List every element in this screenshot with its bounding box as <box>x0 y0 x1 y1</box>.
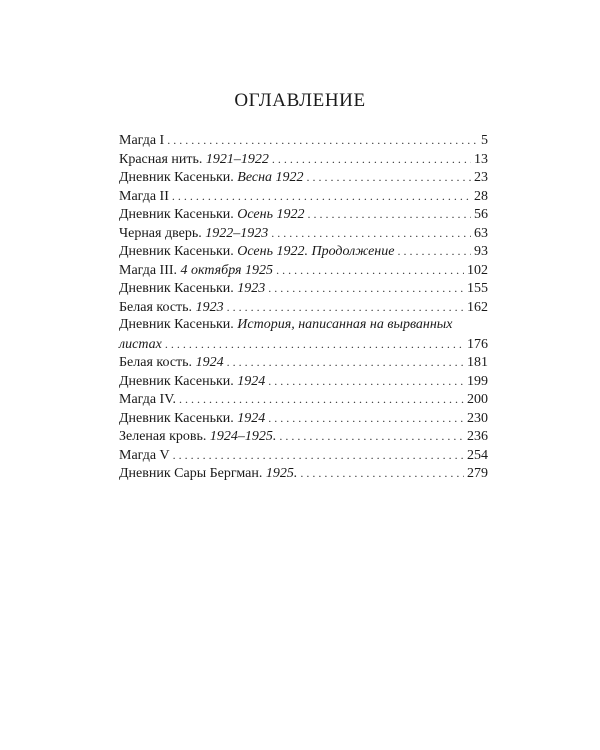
dot-leader <box>279 427 464 446</box>
toc-page-number: 176 <box>467 336 488 352</box>
toc-entry <box>119 427 488 446</box>
dot-leader <box>179 390 464 409</box>
dot-leader <box>268 409 464 428</box>
toc-entry <box>119 464 488 483</box>
toc-entry-subtitle: История, написанная на вырванных <box>237 317 453 332</box>
toc-entry-label: Дневник Касеньки. <box>119 207 238 222</box>
toc-entry-title <box>119 316 453 335</box>
toc-page-number: 162 <box>467 299 488 315</box>
toc-page-number: 200 <box>467 392 488 407</box>
toc-entry-subtitle: 1923 <box>195 299 224 315</box>
toc-entry-title <box>119 391 176 410</box>
toc-entry <box>119 316 488 335</box>
toc-entry <box>119 372 488 391</box>
toc-entry-subtitle: Весна 1922 <box>237 170 304 185</box>
toc-entry-title <box>119 299 224 318</box>
toc-entry-label: Дневник Касеньки. <box>119 244 238 259</box>
dot-leader <box>397 242 471 261</box>
toc-entry-label: Магда II <box>119 188 169 204</box>
toc-entry-label: Дневник Касеньки. <box>119 410 238 426</box>
toc-entry-continuation <box>119 335 488 354</box>
dot-leader <box>272 150 471 169</box>
toc-entry-title <box>119 410 265 429</box>
toc-entry-subtitle: 1924 <box>237 410 266 426</box>
dot-leader <box>307 168 471 187</box>
toc-entry-label: Магда V <box>119 447 170 463</box>
toc-page-number: 93 <box>474 244 488 259</box>
toc-page-number: 23 <box>474 170 488 185</box>
toc-entry-label: Магда III. <box>119 262 181 278</box>
dot-leader <box>172 187 471 206</box>
toc-entry-title <box>119 354 224 373</box>
toc-page-number: 56 <box>474 207 488 222</box>
toc-page-number: 181 <box>467 355 488 370</box>
toc-entry <box>119 298 488 317</box>
dot-leader <box>307 205 471 224</box>
toc-entry-title <box>119 280 265 299</box>
toc-entry-subtitle-cont: листах <box>119 336 162 352</box>
toc-entry-label: Дневник Касеньки. <box>119 373 238 389</box>
toc-page-number: 28 <box>474 188 488 204</box>
toc-entry-subtitle: Осень 1922 <box>237 207 305 222</box>
dot-leader <box>271 224 471 243</box>
toc-entry-label: Дневник Сары Бергман. <box>119 466 266 481</box>
toc-entry <box>119 409 488 428</box>
toc-page-number: 254 <box>467 447 488 463</box>
toc-entry-label: Зеленая кровь. <box>119 429 210 444</box>
toc-entry <box>119 205 488 224</box>
toc-entry-label: Белая кость. <box>119 355 196 370</box>
toc-entry <box>119 279 488 298</box>
toc-entry-subtitle: 1924 <box>237 373 266 389</box>
toc-entry <box>119 261 488 280</box>
toc-entry-title <box>119 373 265 392</box>
toc-entry <box>119 242 488 261</box>
toc-entry-title <box>119 188 169 207</box>
toc-page-number: 199 <box>467 373 488 389</box>
toc-page-number: 279 <box>467 466 488 481</box>
toc-entry <box>119 446 488 465</box>
toc-entry <box>119 168 488 187</box>
toc-entry-title <box>119 151 269 170</box>
dot-leader <box>227 353 464 372</box>
toc-entry-title <box>119 465 297 484</box>
toc-entry-title <box>119 428 276 447</box>
toc-entry-title <box>119 169 304 188</box>
toc-entry-label: Магда IV. <box>119 392 177 407</box>
toc-entry-label: Белая кость. <box>119 299 196 315</box>
toc-entry-label: Черная дверь. <box>119 225 206 241</box>
toc-entry-label: Дневник Касеньки. <box>119 170 238 185</box>
toc-entry <box>119 353 488 372</box>
toc-list <box>119 131 488 483</box>
toc-page-number: 236 <box>467 429 488 444</box>
toc-page-number: 5 <box>481 133 488 148</box>
toc-entry <box>119 390 488 409</box>
dot-leader <box>268 279 464 298</box>
toc-entry <box>119 150 488 169</box>
toc-entry-label: Дневник Касеньки. <box>119 317 238 332</box>
toc-entry-label: Магда I <box>119 133 165 148</box>
toc-entry-subtitle: 1923 <box>237 281 266 296</box>
toc-entry-title <box>119 225 268 244</box>
toc-entry <box>119 131 488 150</box>
toc-entry-label: Красная нить. <box>119 151 206 167</box>
toc-page-number: 230 <box>467 410 488 426</box>
toc-entry-subtitle: 1922–1923 <box>205 225 269 241</box>
toc-page-number: 155 <box>467 281 488 296</box>
dot-leader <box>300 464 464 483</box>
toc-page-number: 102 <box>467 262 488 278</box>
page-title: ОГЛАВЛЕНИЕ <box>234 90 366 111</box>
toc-entry-title <box>119 132 164 151</box>
toc-entry-subtitle: 1925. <box>265 466 298 481</box>
dot-leader <box>268 372 464 391</box>
dot-leader <box>165 335 464 354</box>
toc-entry-title <box>119 262 273 281</box>
dot-leader <box>173 446 464 465</box>
dot-leader <box>167 131 478 150</box>
toc-entry-label: Дневник Касеньки. <box>119 281 238 296</box>
toc-entry <box>119 187 488 206</box>
toc-entry-subtitle: 1921–1922 <box>205 151 269 167</box>
dot-leader <box>227 298 464 317</box>
toc-page-number: 63 <box>474 225 488 241</box>
toc-entry <box>119 224 488 243</box>
toc-entry-title <box>119 206 304 225</box>
toc-page-number: 13 <box>474 151 488 167</box>
dot-leader <box>276 261 464 280</box>
toc-entry-subtitle: Осень 1922. Продолжение <box>237 244 395 259</box>
toc-entry-subtitle: 1924 <box>195 355 224 370</box>
toc-entry-subtitle: 4 октября 1925 <box>180 262 274 278</box>
toc-entry-title <box>119 336 162 355</box>
toc-entry-title <box>119 447 170 466</box>
toc-entry-subtitle: 1924–1925. <box>209 429 277 444</box>
toc-entry-title <box>119 243 394 262</box>
